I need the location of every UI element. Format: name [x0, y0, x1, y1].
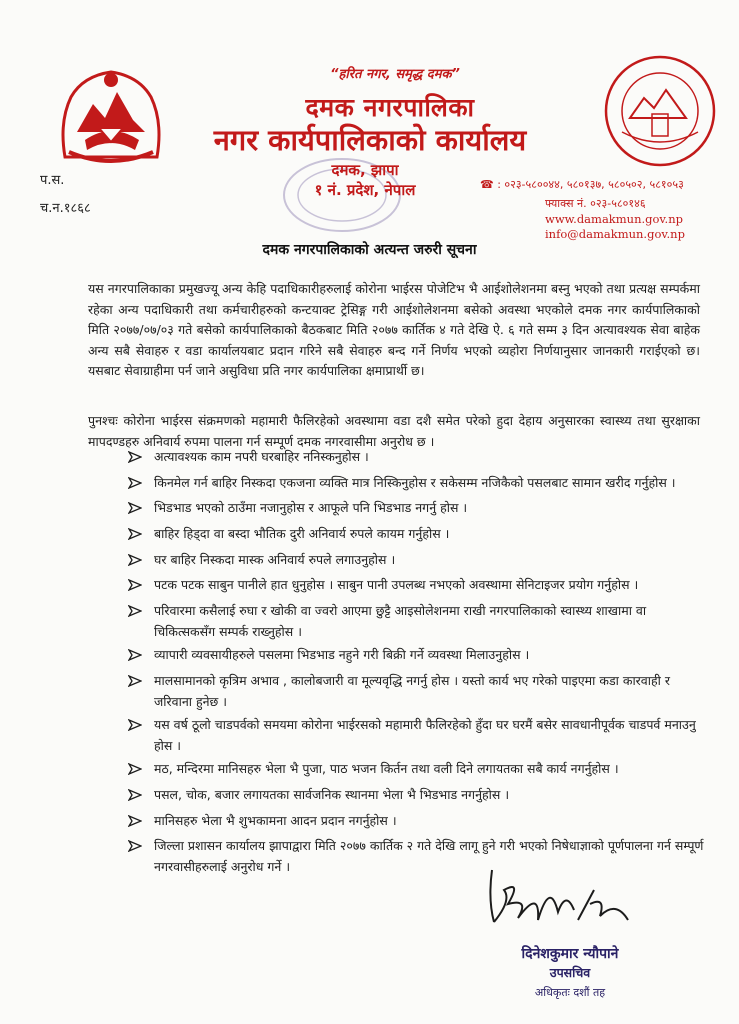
notice-title: दमक नगरपालिकाको अत्यन्त जरुरी सूचना: [262, 242, 477, 258]
list-item: जिल्ला प्रशासन कार्यालय झापाद्वारा मिति २०७७ कार्तिक २ गते देखि लागू हुने गरी भएको निषेधाज्ञाको पूर्णपालना गर्न सम्पूर्ण नगरवासीहरुलाई अनुरोध गर्ने ।: [128, 836, 708, 877]
contact-phone: ☎ : ०२३-५८००४४, ५८०१३७, ५८०५०२, ५८१०५३: [480, 178, 684, 191]
list-item: व्यापारी व्यवसायीहरुले पसलमा भिडभाड नहुने गरी बिक्री गर्ने व्यवस्था मिलाउनुहोस ।: [128, 645, 708, 668]
arrow-bullet-icon: [128, 447, 154, 470]
arrow-bullet-icon: [128, 715, 154, 738]
list-item: भिडभाड भएको ठाउँमा नजानुहोस र आफूले पनि भिडभाड नगर्नु होस ।: [128, 498, 708, 521]
signatory-name: दिनेशकुमार न्यौपाने: [521, 946, 619, 962]
list-item: किनमेल गर्न बाहिर निस्कदा एकजना व्यक्ति मात्र निस्किनुहोस र सकेसम्म नजिकैको पसलबाट सामान खरीद गर्नुहोस ।: [128, 473, 708, 496]
list-item: परिवारमा कसैलाई रुघा र खोकी वा ज्वरो आएमा छुट्टै आइसोलेशनमा राखी नगरपालिकाको स्वास्थ्य शाखामा वा चिकित्सकसँग सम्पर्क राख्नुहोस ।: [128, 601, 708, 642]
arrow-bullet-icon: [128, 524, 154, 547]
ref-patra-sankhya: प.स.: [40, 173, 65, 188]
address-line-1: दमक, झापा: [331, 161, 399, 179]
signatory-title: उपसचिव: [549, 965, 591, 980]
damak-municipality-seal-icon: [600, 52, 720, 170]
arrow-bullet-icon: [128, 759, 154, 782]
list-item: यस वर्ष ठूलो चाडपर्वको समयमा कोरोना भाईरसको महामारी फैलिरहेको हुँदा घर घरमैं बसेर सावधानीपूर्वक चाडपर्व मनाउनु होस ।: [128, 715, 708, 756]
arrow-bullet-icon: [128, 785, 154, 808]
website-link[interactable]: www.damakmun.gov.np: [545, 212, 683, 226]
guideline-list: [128, 447, 708, 881]
arrow-bullet-icon: [128, 575, 154, 598]
arrow-bullet-icon: [128, 836, 154, 859]
signatory-rank: अधिकृतः दशौं तह: [534, 986, 606, 999]
contact-fax: फ्याक्स नं. ०२३-५८०१४६: [545, 197, 646, 210]
arrow-bullet-icon: [128, 498, 154, 521]
notice-paragraph-1: यस नगरपालिकाका प्रमुखज्यू अन्य केहि पदाधिकारीहरुलाई कोरोना भाईरस पोजेटिभ भै आईशोलेशनमा बस्नु भएको तथा प्रत्यक्ष सम्पर्कमा रहेका अन्य पदाधिकारी तथा कर्मचारीहरुको कन्टयाक्ट ट्रेसिङ्ग गरी आईशोलेशनमा बसेको अवस्था भएकोले दमक नगर कार्यपालिकाको मिति २०७७/०७/०३ गते बसेको कार्यपालिकाको बैठकबाट मिति २०७७ कार्तिक ४ गते देखि ऐ. ६ गते सम्म ३ दिन अत्यावश्यक सेवा बाहेक अन्य सबै सेवाहरु र वडा कार्यालयबाट प्रदान गरिने सबै सेवाहरु बन्द गर्ने निर्णय भएको व्यहोरा निर्णयानुसार जानकारी गराईएको छ। यसबाट सेवाग्राहीमा पर्न जाने असुविधा प्रति नगर कार्यपालिका क्षमाप्रार्थी छ।: [88, 281, 700, 378]
list-item: मानिसहरु भेला भै शुभकामना आदन प्रदान नगर्नुहोस ।: [128, 811, 708, 834]
list-item: पसल, चोक, बजार लगायतका सार्वजनिक स्थानमा भेला भै भिडभाड नगर्नुहोस ।: [128, 785, 708, 808]
arrow-bullet-icon: [128, 473, 154, 496]
handwritten-signature-icon: [478, 860, 638, 940]
arrow-bullet-icon: [128, 550, 154, 573]
list-item: मालसामानको कृत्रिम अभाव , कालोबजारी वा मूल्यवृद्धि नगर्नु होस । यस्तो कार्य भए गरेको पाइएमा कडा कारवाही र जरिवाना हुनेछ ।: [128, 671, 708, 712]
arrow-bullet-icon: [128, 645, 154, 668]
list-item: घर बाहिर निस्कदा मास्क अनिवार्य रुपले लगाउनुहोस ।: [128, 550, 708, 573]
list-item: बाहिर हिड्दा वा बस्दा भौतिक दुरी अनिवार्य रुपले कायम गर्नुहोस ।: [128, 524, 708, 547]
list-item: अत्यावश्यक काम नपरी घरबाहिर ननिस्कनुहोस ।: [128, 447, 708, 470]
address-line-2: १ नं. प्रदेश, नेपाल: [314, 181, 416, 199]
email-link[interactable]: info@damakmun.gov.np: [545, 227, 685, 241]
ref-chalani-number: च.न.१८६८: [40, 201, 91, 216]
notice-paragraph-2: पुनश्चः कोरोना भाईरस संक्रमणको महामारी फैलिरहेको अवस्थामा वडा दशै समेत परेको हुदा देहाय अनुसारका स्वास्थ्य तथा सुरक्षाका मापदण्डहरु अनिवार्य रुपमा पालना गर्न सम्पूर्ण दमक नगरवासीमा अनुरोध छ ।: [88, 413, 700, 449]
arrow-bullet-icon: [128, 671, 154, 694]
arrow-bullet-icon: [128, 601, 154, 624]
list-item: पटक पटक साबुन पानीले हात धुनुहोस । साबुन पानी उपलब्ध नभएको अवस्थामा सेनिटाइजर प्रयोग गर्नुहोस ।: [128, 575, 708, 598]
office-name: नगर कार्यपालिकाको कार्यालय: [213, 123, 527, 157]
municipality-name: दमक नगरपालिका: [305, 93, 475, 122]
slogan: “हरित नगर, समृद्ध दमक”: [330, 67, 460, 82]
arrow-bullet-icon: [128, 811, 154, 834]
list-item: मठ, मन्दिरमा मानिसहरु भेला भै पुजा, पाठ भजन किर्तन तथा वली दिने लगायतका सबै कार्य नगर्नुहोस ।: [128, 759, 708, 782]
